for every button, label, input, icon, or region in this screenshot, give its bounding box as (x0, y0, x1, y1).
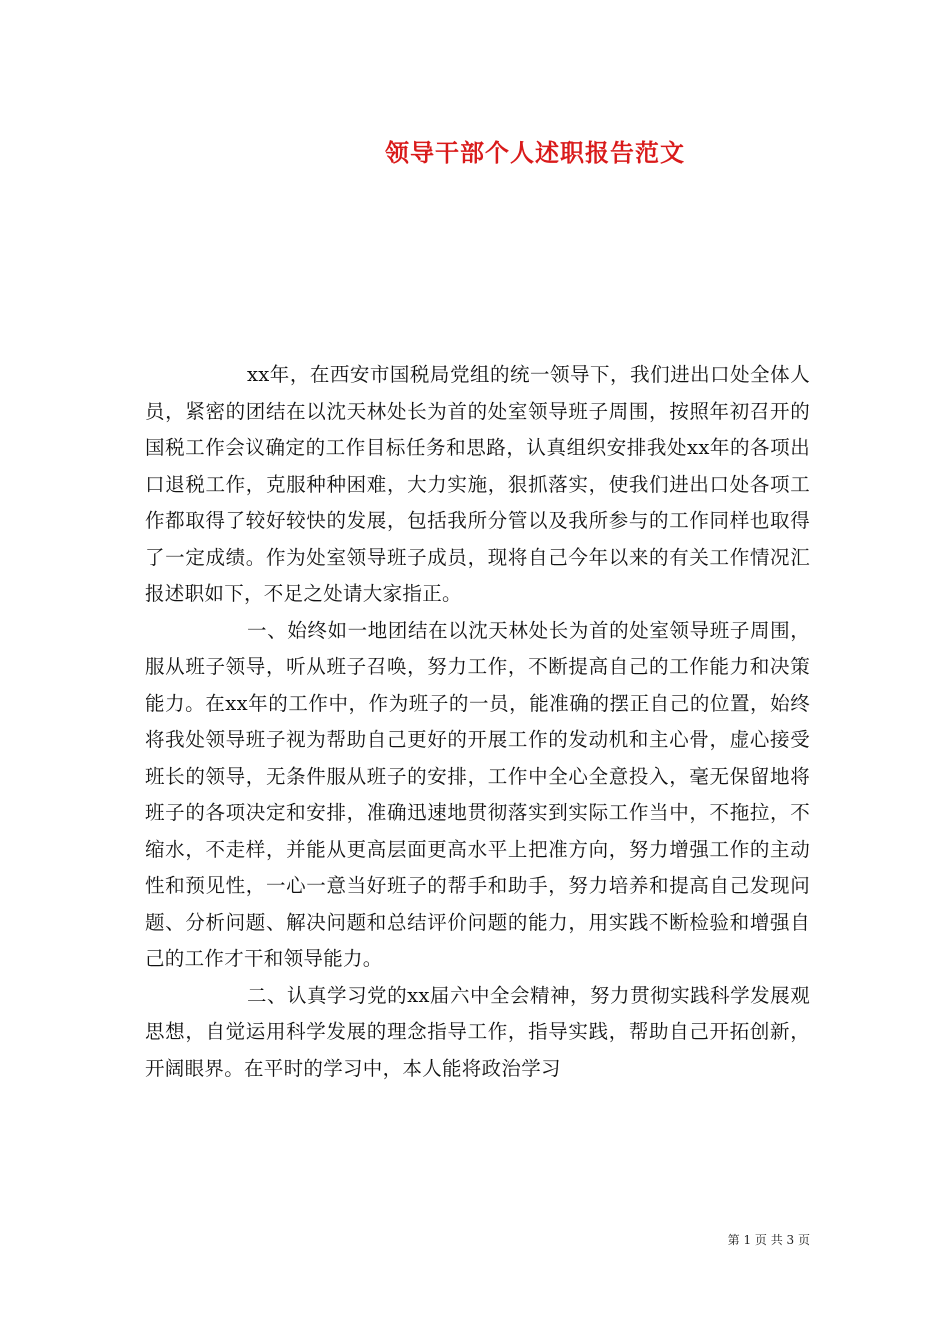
document-title: 领导干部个人述职报告范文 (385, 138, 685, 167)
paragraph-1: xx年，在西安市国税局党组的统一领导下，我们进出口处全体人员，紧密的团结在以沈天林处长为首的处室领导班子周围，按照年初召开的国税工作会议确定的工作目标任务和思路，认真组织安排我处xx年的各项出口退税工作，克服种种困难，大力实施，狠抓落实，使我们进出口处各项工作都取得了较好较快的发展，包括我所分管以及我所参与的工作同样也取得了一定成绩。作为处室领导班子成员，现将自己今年以来的有关工作情况汇报述职如下，不足之处请大家指正。 (145, 363, 810, 605)
document-body (145, 357, 810, 1087)
paragraph-2: 一、始终如一地团结在以沈天林处长为首的处室领导班子周围，服从班子领导，听从班子召唤，努力工作，不断提高自己的工作能力和决策能力。在xx年的工作中，作为班子的一员，能准确的摆正自己的位置，始终将我处领导班子视为帮助自己更好的开展工作的发动机和主心骨，虚心接受班长的领导，无条件服从班子的安排，工作中全心全意投入，毫无保留地将班子的各项决定和安排，准确迅速地贯彻落实到实际工作当中，不拖拉，不缩水，不走样，并能从更高层面更高水平上把准方向，努力增强工作的主动性和预见性，一心一意当好班子的帮手和助手，努力培养和提高自己发现问题、分析问题、解决问题和总结评价问题的能力，用实践不断检验和增强自己的工作才干和领导能力。 (145, 618, 810, 970)
paragraph-3: 二、认真学习党的xx届六中全会精神，努力贯彻实践科学发展观思想，自觉运用科学发展的理念指导工作，指导实践，帮助自己开拓创新，开阔眼界。在平时的学习中，本人能将政治学习 (145, 983, 810, 1080)
page-number: 第 1 页 共 3 页 (727, 1233, 810, 1247)
